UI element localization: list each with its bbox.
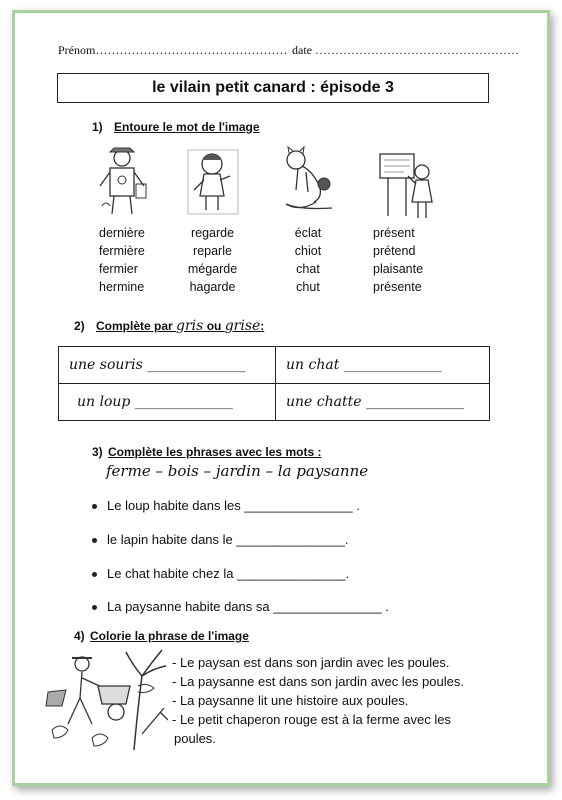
section3-heading	[92, 445, 321, 459]
section3-title: Complète les phrases avec les mots :	[108, 445, 322, 459]
prenom-field: Prénom…………………………………………	[58, 43, 288, 57]
word-option[interactable]: présent	[373, 226, 415, 240]
sentence-item	[92, 566, 349, 581]
worksheet-title: le vilain petit canard : épisode 3	[57, 73, 489, 103]
sentence-item	[92, 532, 348, 547]
section3-word-list: ferme – bois – jardin – la paysanne	[106, 462, 369, 480]
section2-word-grise: grise	[224, 318, 261, 334]
table-cell[interactable]: un loup ______________	[59, 384, 276, 421]
farmer-wheelbarrow-drawing-icon	[42, 646, 168, 752]
farmer-drawing-icon	[96, 146, 152, 218]
word-option[interactable]: fermier	[99, 262, 138, 276]
word-option[interactable]: chut	[296, 280, 320, 294]
sentence-text[interactable]: La paysanne habite dans sa _______________ .	[107, 599, 389, 614]
word-option[interactable]: éclat	[294, 226, 322, 240]
table-cell[interactable]: une souris ______________	[59, 347, 276, 384]
word-option[interactable]: regarde	[190, 226, 235, 240]
color-sentence[interactable]: - Le petit chaperon rouge est à la ferme avec les	[172, 712, 451, 727]
section4-heading	[74, 629, 249, 643]
word-option[interactable]: reparle	[193, 244, 232, 258]
word-option[interactable]: mégarde	[187, 262, 238, 276]
date-field: date ……………………………………………	[292, 43, 519, 57]
table-cell[interactable]: un chat ______________	[276, 347, 490, 384]
word-option[interactable]: hagarde	[189, 280, 236, 294]
girl-looking-drawing-icon	[186, 146, 242, 218]
word-option[interactable]: chiot	[294, 244, 322, 258]
section2-title-suffix: :	[260, 319, 265, 333]
section3-number: 3)	[92, 445, 103, 459]
section2-heading	[74, 318, 264, 334]
word-column-1	[99, 224, 145, 296]
word-option[interactable]: hermine	[99, 280, 145, 294]
table-cell[interactable]: une chatte ______________	[276, 384, 490, 421]
bullet-icon	[92, 538, 97, 543]
word-column-2	[185, 224, 240, 296]
sentence-item	[92, 599, 389, 614]
section4-title: Colorie la phrase de l'image	[90, 629, 249, 643]
girl-presenting-drawing-icon	[376, 146, 436, 220]
word-column-3	[287, 224, 329, 296]
sentence-text[interactable]: Le chat habite chez la _______________.	[107, 566, 350, 581]
bullet-icon	[92, 572, 97, 577]
cat-drawing-icon	[280, 146, 340, 218]
color-sentence-list	[172, 653, 464, 748]
word-option[interactable]: chat	[296, 262, 320, 276]
section2-word-gris: gris	[176, 318, 204, 334]
section1-number: 1)	[92, 120, 103, 134]
table-row	[59, 347, 490, 384]
word-option[interactable]: prétend	[373, 244, 416, 258]
bullet-icon	[92, 504, 97, 509]
color-sentence[interactable]: - Le paysan est dans son jardin avec les poules.	[172, 655, 450, 670]
completion-table	[58, 346, 490, 421]
section2-title-middle: ou	[203, 319, 225, 333]
sentence-item	[92, 498, 360, 513]
section1-title: Entoure le mot de l'image	[114, 120, 260, 134]
bullet-icon	[92, 605, 97, 610]
word-option[interactable]: dernière	[99, 226, 145, 240]
section2-number: 2)	[74, 319, 85, 333]
sentence-text[interactable]: Le loup habite dans les _______________ .	[107, 498, 360, 513]
color-sentence[interactable]: - La paysanne lit une histoire aux poules.	[172, 693, 409, 708]
word-column-4	[373, 224, 423, 296]
word-option[interactable]: présente	[373, 280, 422, 294]
section1-heading	[92, 120, 260, 134]
sentence-text[interactable]: le lapin habite dans le _______________.	[107, 532, 349, 547]
color-sentence-continuation[interactable]: poules.	[174, 731, 216, 746]
word-option[interactable]: fermière	[99, 244, 145, 258]
table-row	[59, 384, 490, 421]
word-option[interactable]: plaisante	[373, 262, 424, 276]
color-sentence[interactable]: - La paysanne est dans son jardin avec les poules.	[172, 674, 464, 689]
section2-title-prefix: Complète par	[96, 319, 177, 333]
section4-number: 4)	[74, 629, 85, 643]
